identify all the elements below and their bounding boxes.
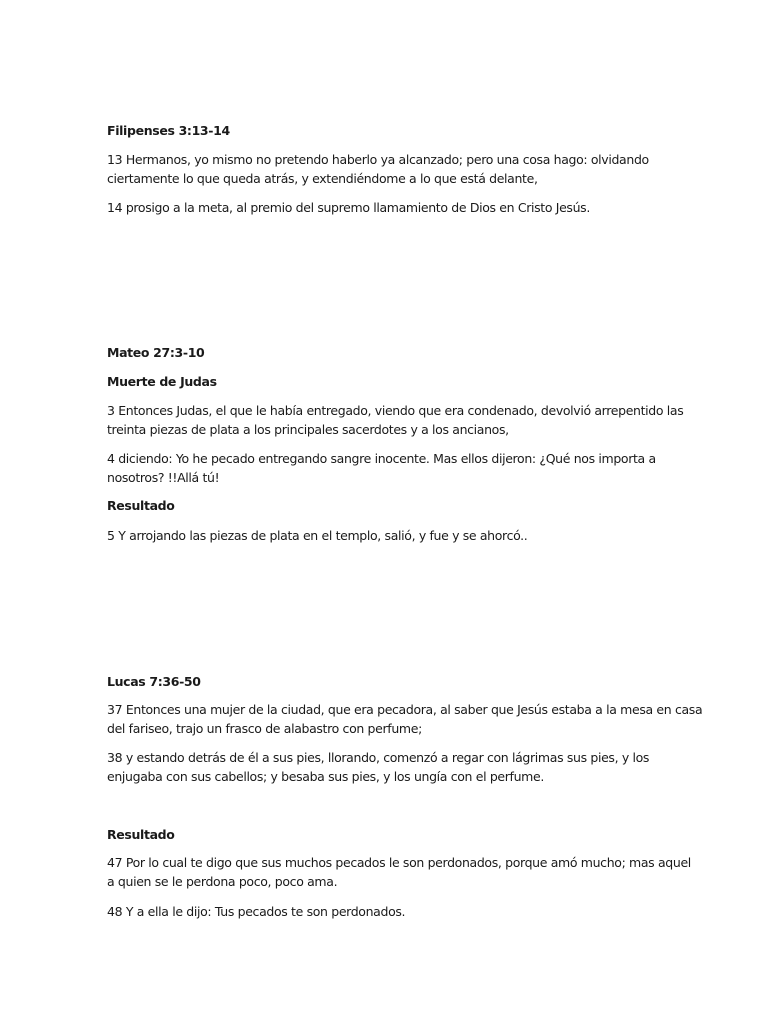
section-heading-lucas: Lucas 7:36-50 (107, 674, 201, 689)
verse-4-line-1: 4 diciendo: Yo he pecado entregando sangre inocente. Mas ellos dijeron: ¿Qué nos importa a (107, 451, 656, 466)
verse-38-line-2: enjugaba con sus cabellos; y besaba sus pies, y los ungía con el perfume. (107, 769, 544, 784)
result-label-mateo: Resultado (107, 498, 175, 513)
verse-5-line-1: 5 Y arrojando las piezas de plata en el templo, salió, y fue y se ahorcó.. (107, 528, 528, 543)
verse-47-line-2: a quien se le perdona poco, poco ama. (107, 874, 338, 889)
verse-48-line-1: 48 Y a ella le dijo: Tus pecados te son perdonados. (107, 904, 406, 919)
verse-3-line-1: 3 Entonces Judas, el que le había entregado, viendo que era condenado, devolvió arrepentido las (107, 403, 684, 418)
verse-13-line-1: 13 Hermanos, yo mismo no pretendo haberlo ya alcanzado; pero una cosa hago: olvidando (107, 152, 649, 167)
section-heading-mateo: Mateo 27:3-10 (107, 345, 205, 360)
result-label-lucas: Resultado (107, 827, 175, 842)
verse-38-line-1: 38 y estando detrás de él a sus pies, llorando, comenzó a regar con lágrimas sus pies, y los (107, 750, 650, 765)
verse-37-line-2: del fariseo, trajo un frasco de alabastro con perfume; (107, 721, 422, 736)
verse-13-line-2: ciertamente lo que queda atrás, y extendiéndome a lo que está delante, (107, 171, 538, 186)
verse-37-line-1: 37 Entonces una mujer de la ciudad, que era pecadora, al saber que Jesús estaba a la mesa en casa (107, 702, 703, 717)
section-subheading-muerte-de-judas: Muerte de Judas (107, 374, 217, 389)
verse-3-line-2: treinta piezas de plata a los principales sacerdotes y a los ancianos, (107, 422, 509, 437)
verse-47-line-1: 47 Por lo cual te digo que sus muchos pecados le son perdonados, porque amó mucho; mas aquel (107, 855, 691, 870)
section-heading-filipenses: Filipenses 3:13-14 (107, 123, 230, 138)
verse-4-line-2: nosotros? !!Allá tú! (107, 470, 220, 485)
verse-14-line-1: 14 prosigo a la meta, al premio del supremo llamamiento de Dios en Cristo Jesús. (107, 200, 590, 215)
